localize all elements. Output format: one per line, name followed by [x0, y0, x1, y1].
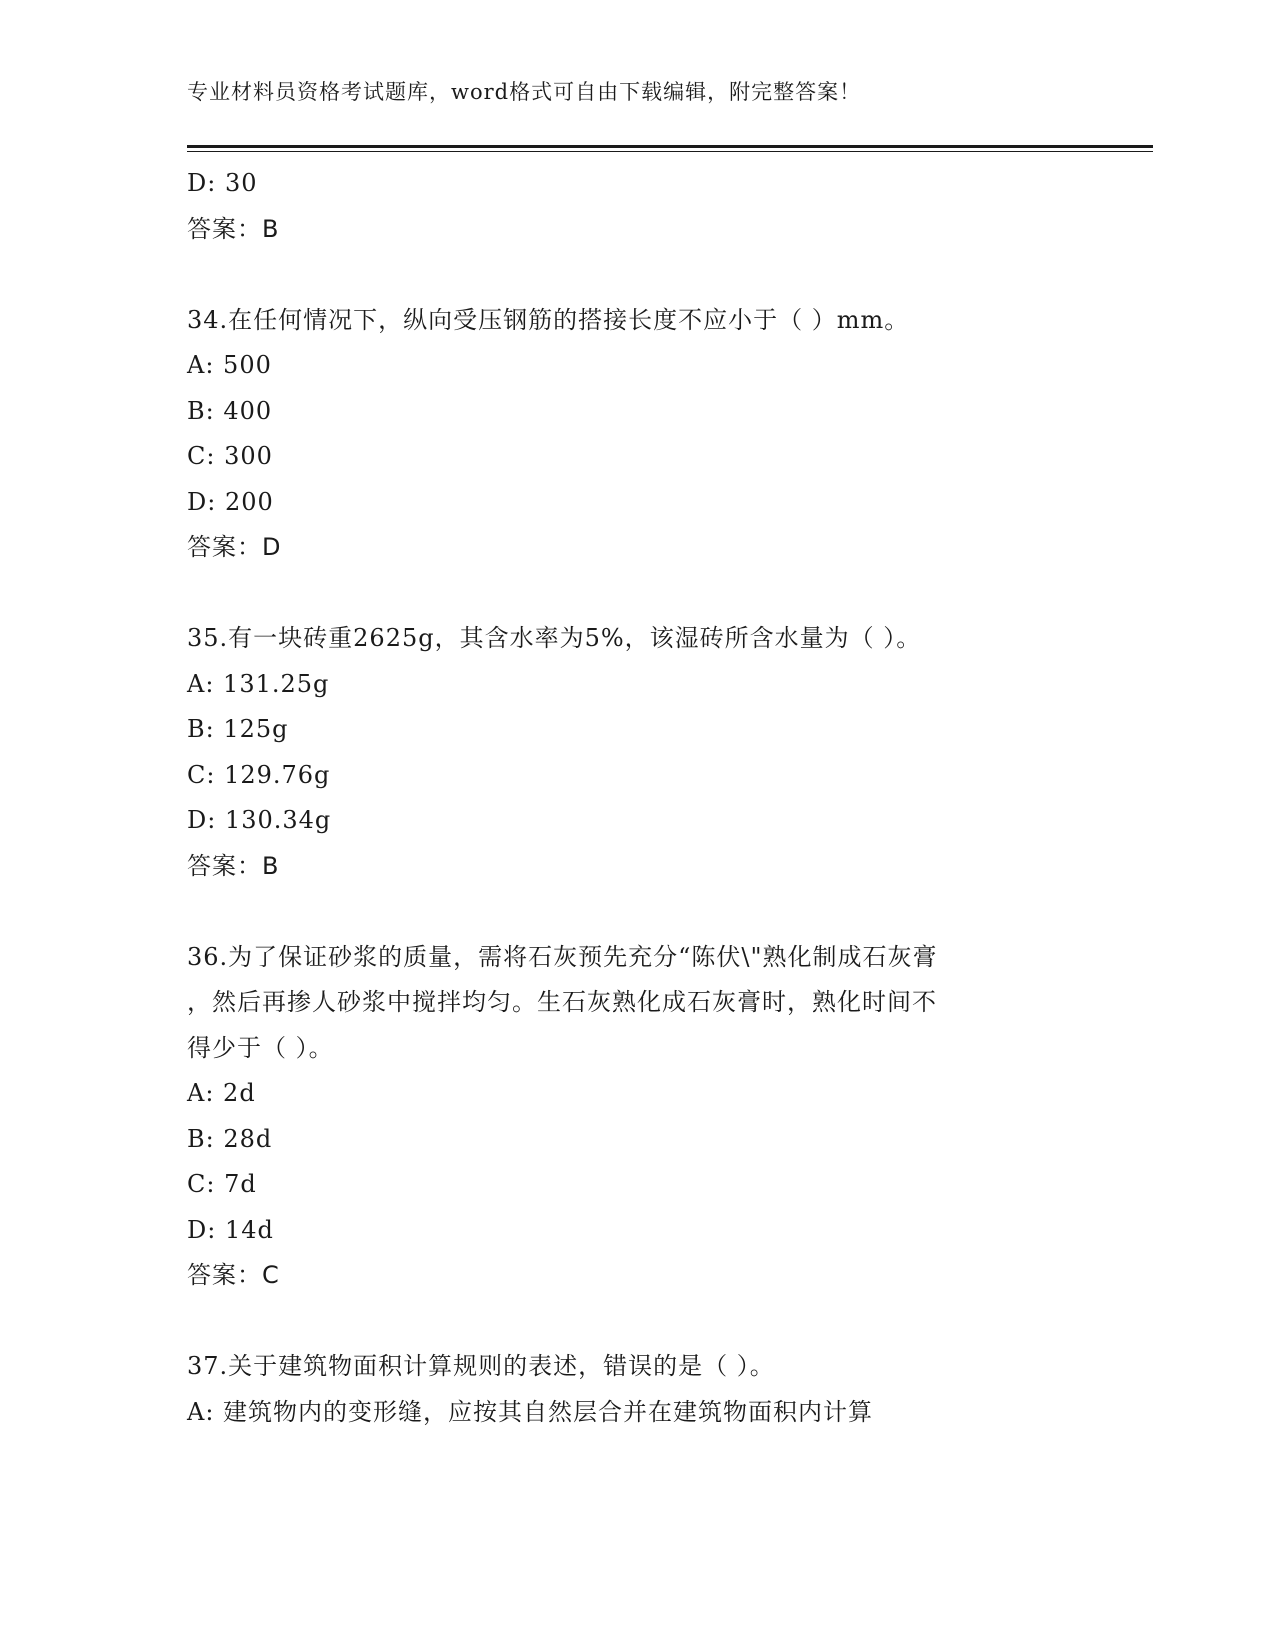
answer: 答案：C	[187, 1261, 280, 1289]
option-a: A: 2d	[187, 1079, 256, 1107]
option-c: C: 129.76g	[187, 760, 331, 789]
option-a: A: 建筑物内的变形缝，应按其自然层合并在建筑物面积内计算	[187, 1397, 874, 1426]
option-a: A: 131.25g	[187, 669, 330, 698]
option-d: D: 200	[187, 487, 274, 516]
question-block	[187, 1344, 1087, 1435]
question-text: 34.在任何情况下，纵向受压钢筋的搭接长度不应小于（ ）mm。	[187, 305, 910, 334]
question-text-line-3: 得少于（ ）。	[187, 1033, 334, 1062]
answer: 答案：B	[187, 851, 280, 880]
question-text-line-2: ，然后再掺人砂浆中搅拌均匀。生石灰熟化成石灰膏时，熟化时间不	[187, 988, 937, 1016]
question-block	[187, 935, 1087, 1299]
question-text: 35.有一块砖重2625g，其含水率为5%，该湿砖所含水量为（ ）。	[187, 624, 922, 652]
question-text: 37.关于建筑物面积计算规则的表述，错误的是（ ）。	[187, 1352, 775, 1380]
option-d: D: 30	[187, 169, 258, 197]
option-d: D: 130.34g	[187, 806, 332, 834]
header-rule-thick	[187, 145, 1153, 148]
answer: 答案：D	[187, 533, 282, 561]
document-body	[187, 161, 1087, 1435]
question-block	[187, 616, 1087, 889]
answer: 答案：B	[187, 214, 280, 243]
option-b: B: 28d	[187, 1124, 273, 1153]
option-a: A: 500	[187, 351, 272, 379]
option-b: B: 400	[187, 396, 273, 425]
page-header: 专业材料员资格考试题库，word格式可自由下载编辑，附完整答案！	[187, 80, 862, 104]
header-rule-thin	[187, 151, 1153, 152]
question-text-line-1: 36.为了保证砂浆的质量，需将石灰预先充分“陈伏\"熟化制成石灰膏	[187, 942, 938, 971]
option-c: C: 7d	[187, 1170, 257, 1198]
question-block	[187, 298, 1087, 571]
option-d: D: 14d	[187, 1215, 274, 1244]
option-b: B: 125g	[187, 715, 289, 743]
option-c: C: 300	[187, 442, 273, 470]
